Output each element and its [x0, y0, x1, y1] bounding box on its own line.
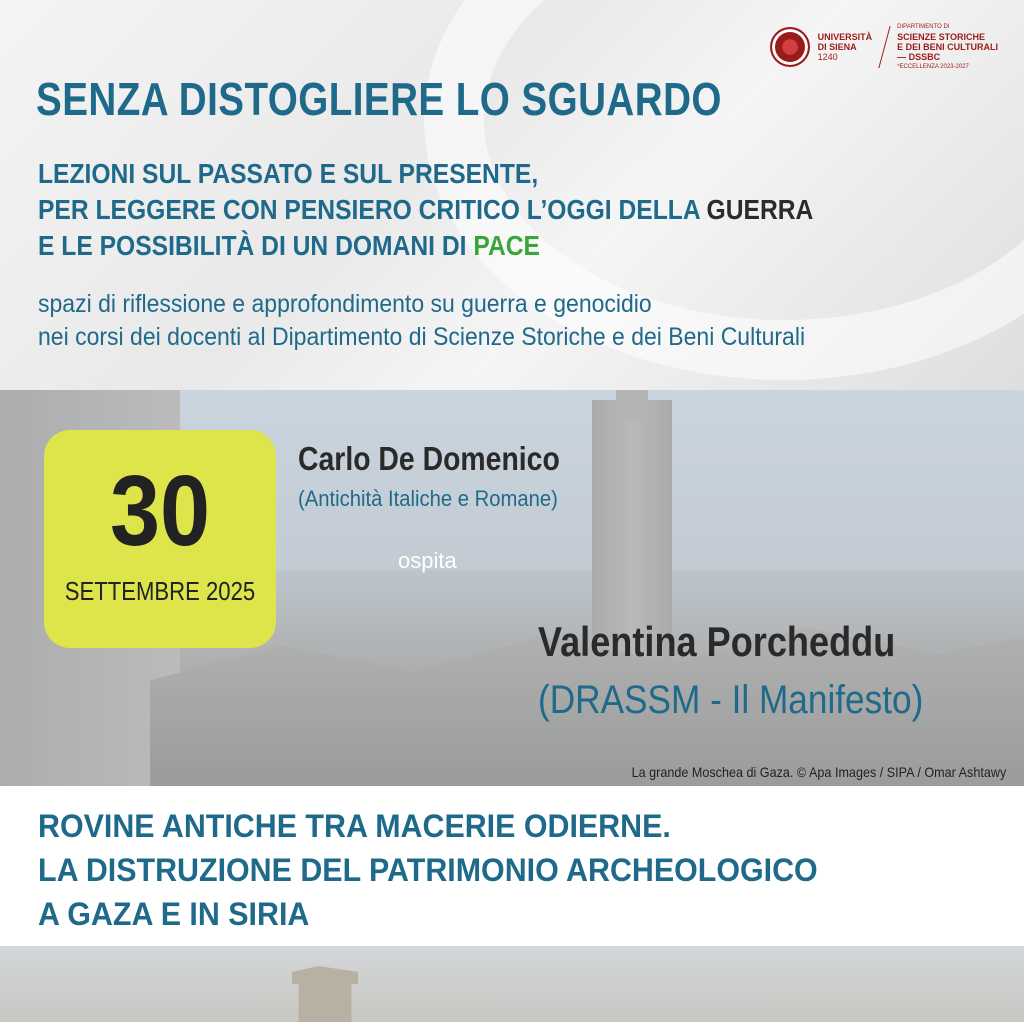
host-affiliation: (Antichità Italiche e Romane)	[298, 486, 558, 511]
lecture-title: ROVINE ANTICHE TRA MACERIE ODIERNE. LA DISTRUZIONE DEL PATRIMONIO ARCHEOLOGICO A GAZA E IN SIRIA	[38, 808, 818, 932]
war-word: GUERRA	[706, 194, 814, 225]
connector-text: ospita	[398, 548, 457, 573]
host-name: Carlo De Domenico	[298, 440, 560, 477]
page-title: SENZA DISTOGLIERE LO SGUARDO	[36, 73, 722, 125]
photo-credit: La grande Moschea di Gaza. © Apa Images / SIPA / Omar Ashtawy	[631, 764, 1006, 780]
bottom-photo	[0, 946, 1024, 1022]
event-day: 30	[109, 455, 211, 567]
description: spazi di riflessione e approfondimento su guerra e genocidio nei corsi dei docenti al Dipartimento di Scienze Storiche e dei Beni Culturali	[38, 290, 806, 351]
guest-affiliation: (DRASSM - Il Manifesto)	[538, 678, 924, 722]
university-name: UNIVERSITÀ DI SIENA 1240	[817, 32, 873, 62]
guest-name: Valentina Porcheddu	[538, 618, 896, 665]
peace-word: PACE	[473, 230, 540, 261]
university-seal-icon	[770, 27, 810, 67]
event-month-year: SETTEMBRE 2025	[64, 576, 256, 606]
department-name: DIPARTIMENTO DI SCIENZE STORICHE E DEI BENI CULTURALI — DSSBC *ECCELLENZA 2023-2027	[897, 24, 998, 70]
header-section	[0, 0, 1024, 390]
date-badge	[44, 430, 276, 648]
ruin-shape	[292, 966, 358, 1022]
logo-divider	[879, 26, 891, 68]
university-logo	[770, 22, 998, 72]
subtitle: LEZIONI SUL PASSATO E SUL PRESENTE, PER LEGGERE CON PENSIERO CRITICO L’OGGI DELLA GUERRA E LE POSSIBILITÀ DI UN DOMANI DI PACE	[38, 158, 814, 261]
